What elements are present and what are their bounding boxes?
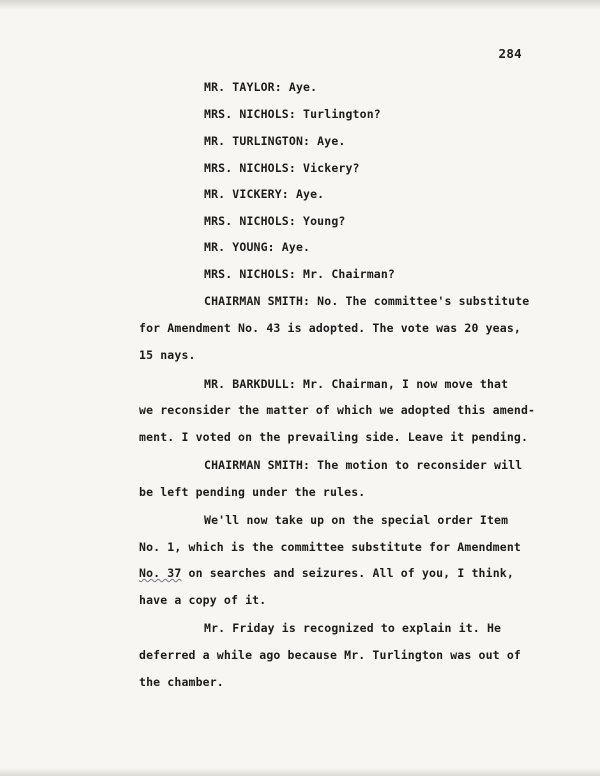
transcript-line: MR. TURLINGTON: Aye.	[204, 134, 346, 148]
underlined-amendment-ref: No. 37	[139, 566, 182, 580]
transcript-line: be left pending under the rules.	[139, 485, 366, 499]
transcript-line: MR. YOUNG: Aye.	[204, 240, 311, 254]
transcript-line: 15 nays.	[139, 348, 196, 362]
transcript-line: We'll now take up on the special order Item	[204, 513, 509, 527]
transcript-line: we reconsider the matter of which we adopted this amend-	[139, 403, 536, 417]
transcript-line: MRS. NICHOLS: Vickery?	[204, 161, 360, 175]
transcript-line: deferred a while ago because Mr. Turlington was out of	[139, 648, 521, 662]
transcript-line: MRS. NICHOLS: Young?	[204, 214, 346, 228]
transcript-line: CHAIRMAN SMITH: No. The committee's substitute	[204, 294, 530, 308]
transcript-line: the chamber.	[139, 675, 224, 689]
page-number: 284	[498, 46, 522, 61]
transcript-line: MR. BARKDULL: Mr. Chairman, I now move that	[204, 377, 509, 391]
transcript-line: MR. VICKERY: Aye.	[204, 187, 325, 201]
transcript-line: have a copy of it.	[139, 593, 267, 607]
transcript-line-rest: on searches and seizures. All of you, I think,	[181, 566, 514, 580]
transcript-line: for Amendment No. 43 is adopted. The vote was 20 yeas,	[139, 321, 521, 335]
transcript-line: ment. I voted on the prevailing side. Leave it pending.	[139, 430, 529, 444]
transcript-line	[139, 566, 514, 580]
transcript-line: MRS. NICHOLS: Turlington?	[204, 107, 381, 121]
transcript-line: No. 1, which is the committee substitute for Amendment	[139, 540, 521, 554]
transcript-line: MR. TAYLOR: Aye.	[204, 80, 318, 94]
transcript-line: Mr. Friday is recognized to explain it. He	[204, 621, 502, 635]
transcript-line: MRS. NICHOLS: Mr. Chairman?	[204, 267, 395, 281]
transcript-line: CHAIRMAN SMITH: The motion to reconsider will	[204, 458, 523, 472]
